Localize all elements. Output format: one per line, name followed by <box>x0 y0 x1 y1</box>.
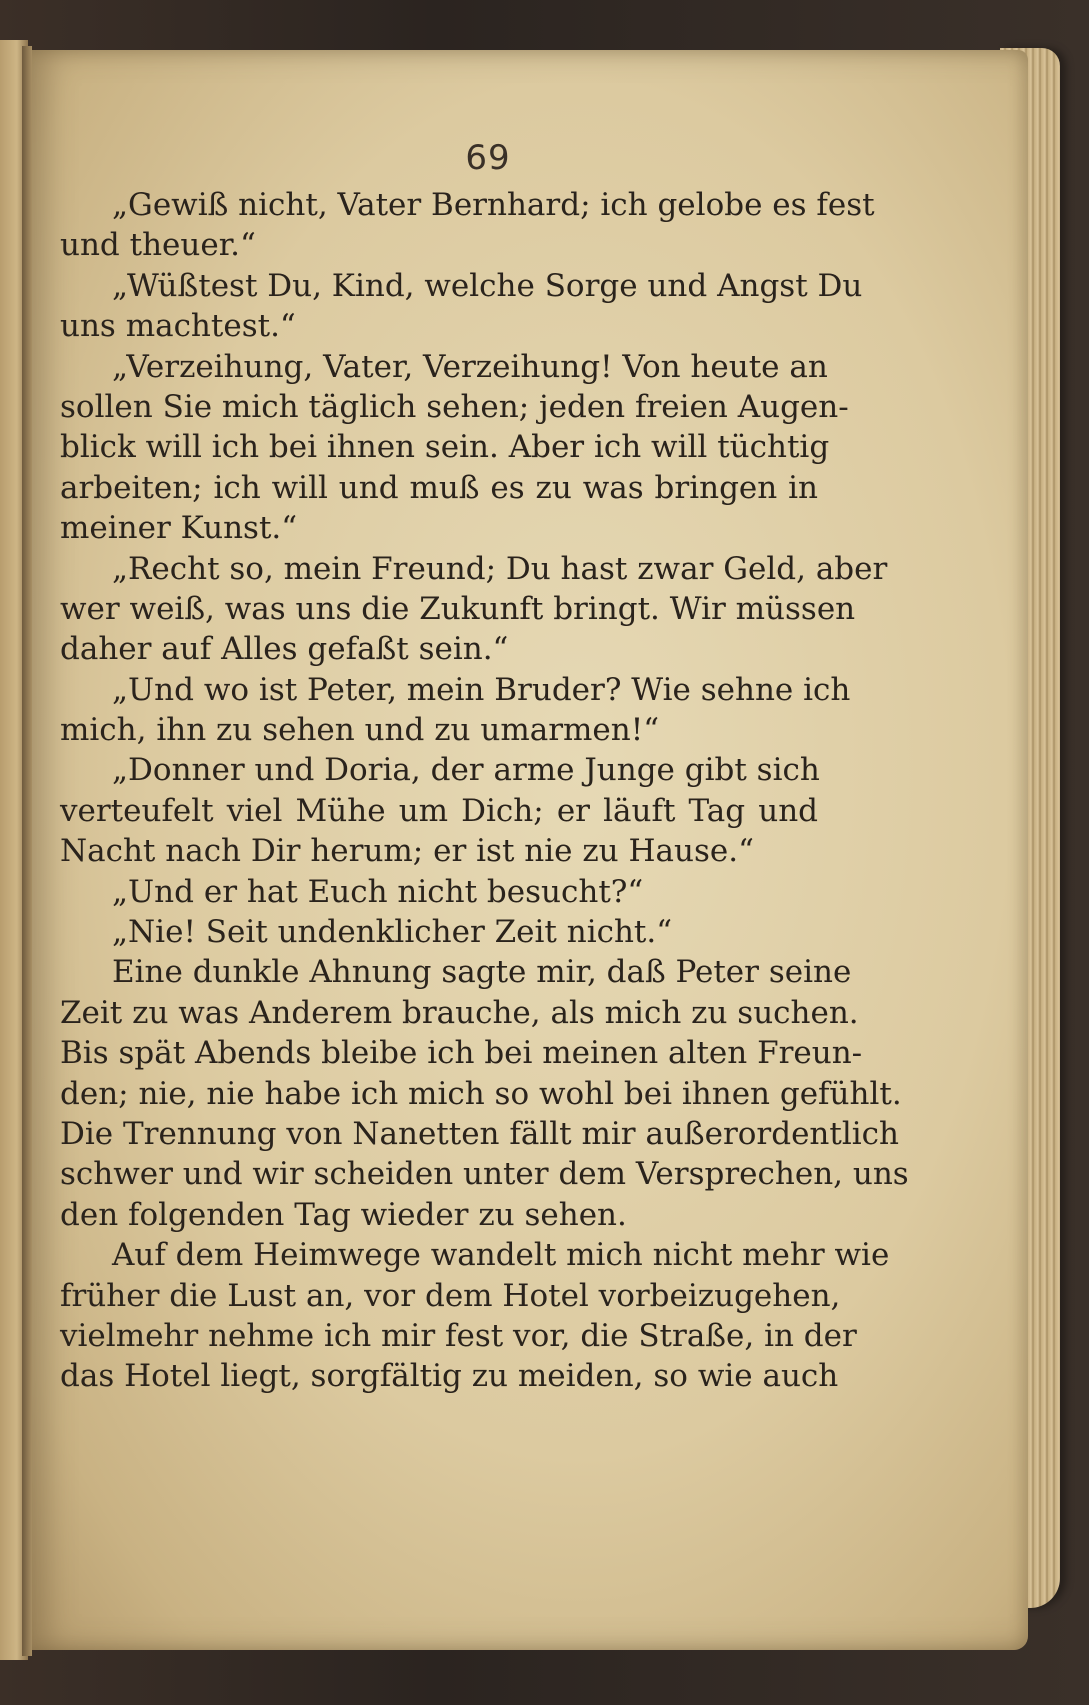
text-line: und theuer.“ <box>60 227 256 264</box>
text-line: „Recht so, mein Freund; Du hast zwar Geld, aber <box>112 550 888 587</box>
text-line: „Verzeihung, Vater, Verzeihung! Von heute an <box>112 348 828 385</box>
book-spine <box>22 46 32 1656</box>
text-line: Auf dem Heimwege wandelt mich nicht mehr wie <box>112 1237 890 1274</box>
text-line: meiner Kunst.“ <box>60 510 298 547</box>
page-text-block <box>60 185 909 1397</box>
text-line: das Hotel liegt, sorgfältig zu meiden, so wie auch <box>60 1358 839 1395</box>
text-line: „Gewiß nicht, Vater Bernhard; ich gelobe es fest <box>112 187 875 223</box>
text-line: Nacht nach Dir herum; er ist nie zu Hause.“ <box>60 833 754 870</box>
text-line: „Nie! Seit undenklicher Zeit nicht.“ <box>112 914 673 951</box>
text-line: Eine dunkle Ahnung sagte mir, daß Peter seine <box>112 954 852 991</box>
text-line: sollen Sie mich täglich sehen; jeden freien Augen- <box>60 388 849 425</box>
text-line: Bis spät Abends bleibe ich bei meinen alten Freun- <box>60 1035 863 1072</box>
text-line: arbeiten; ich will und muß es zu was bringen in <box>60 469 818 506</box>
text-line: uns machtest.“ <box>60 308 296 345</box>
text-line: Die Trennung von Nanetten fällt mir außerordentlich <box>60 1115 900 1152</box>
text-line: wer weiß, was uns die Zukunft bringt. Wir müssen <box>60 590 856 627</box>
text-line: früher die Lust an, vor dem Hotel vorbeizugehen, <box>60 1277 841 1314</box>
text-line: vielmehr nehme ich mir fest vor, die Straße, in der <box>60 1317 857 1354</box>
text-line: schwer und wir scheiden unter dem Versprechen, uns <box>60 1156 909 1193</box>
text-line: blick will ich bei ihnen sein. Aber ich will tüchtig <box>60 429 830 466</box>
text-line: „Und wo ist Peter, mein Bruder? Wie sehne ich <box>112 671 851 708</box>
text-line: den folgenden Tag wieder zu sehen. <box>60 1196 627 1233</box>
text-line: verteufelt viel Mühe um Dich; er läuft Tag und <box>60 792 818 829</box>
page-number: 69 <box>465 138 511 178</box>
book-page <box>28 50 1028 1650</box>
text-line: daher auf Alles gefaßt sein.“ <box>60 631 509 668</box>
text-line: „Und er hat Euch nicht besucht?“ <box>112 873 644 910</box>
text-line: mich, ihn zu sehen und zu umarmen!“ <box>60 712 660 749</box>
text-line: „Donner und Doria, der arme Junge gibt sich <box>112 752 820 789</box>
text-line: „Wüßtest Du, Kind, welche Sorge und Angst Du <box>112 267 863 304</box>
text-line: den; nie, nie habe ich mich so wohl bei ihnen gefühlt. <box>60 1075 902 1112</box>
text-line: Zeit zu was Anderem brauche, als mich zu suchen. <box>60 994 859 1031</box>
